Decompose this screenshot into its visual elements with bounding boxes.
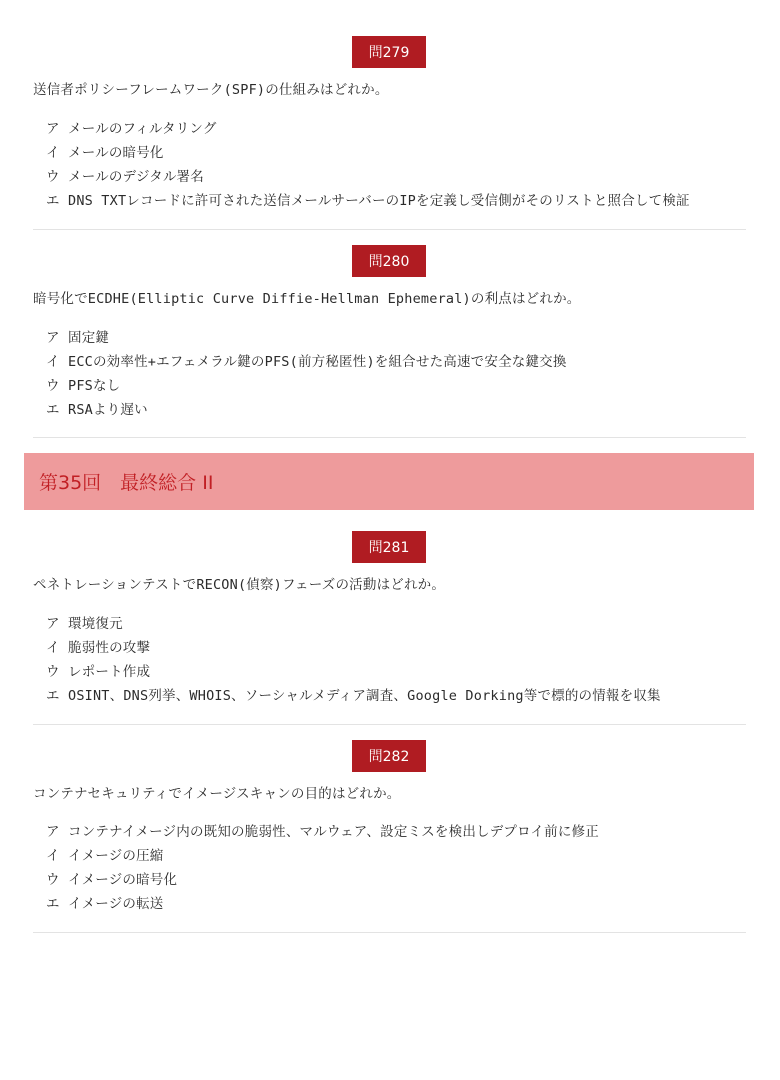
choice-label: イ bbox=[46, 640, 60, 656]
choice-label: エ bbox=[46, 688, 60, 704]
choice-i bbox=[46, 636, 661, 660]
choice-label: エ bbox=[46, 193, 60, 209]
choice-i bbox=[46, 844, 599, 868]
choice-a bbox=[46, 117, 690, 141]
section-title: 第35回 最終総合 II bbox=[39, 472, 214, 494]
choice-list bbox=[46, 820, 599, 916]
divider bbox=[33, 437, 746, 438]
choice-e bbox=[46, 892, 599, 916]
choice-e bbox=[46, 684, 661, 708]
divider bbox=[33, 932, 746, 933]
question-number-badge: 問279 bbox=[352, 36, 426, 68]
choice-text: イメージの暗号化 bbox=[68, 872, 178, 888]
choice-label: ア bbox=[46, 616, 60, 632]
choice-text: レポート作成 bbox=[68, 664, 151, 680]
choice-label: ウ bbox=[46, 169, 60, 185]
choice-u bbox=[46, 868, 599, 892]
section-banner bbox=[24, 453, 754, 510]
choice-text: コンテナイメージ内の既知の脆弱性、マルウェア、設定ミスを検出しデプロイ前に修正 bbox=[68, 824, 599, 840]
choice-text: DNS TXTレコードに許可された送信メールサーバーのIPを定義し受信側がそのリストと照合して検証 bbox=[68, 193, 690, 209]
choice-label: ウ bbox=[46, 664, 60, 680]
choice-label: ア bbox=[46, 330, 60, 346]
choice-list bbox=[46, 326, 567, 422]
choice-label: イ bbox=[46, 145, 60, 161]
question-text: 送信者ポリシーフレームワーク(SPF)の仕組みはどれか。 bbox=[33, 82, 389, 98]
choice-a bbox=[46, 820, 599, 844]
choice-text: RSAより遅い bbox=[68, 402, 148, 418]
choice-label: ア bbox=[46, 824, 60, 840]
choice-text: イメージの転送 bbox=[68, 896, 164, 912]
choice-label: ウ bbox=[46, 378, 60, 394]
choice-text: 環境復元 bbox=[68, 616, 123, 632]
choice-text: メールの暗号化 bbox=[68, 145, 164, 161]
choice-label: イ bbox=[46, 848, 60, 864]
choice-list bbox=[46, 612, 661, 708]
choice-list bbox=[46, 117, 690, 213]
divider bbox=[33, 724, 746, 725]
choice-text: メールのデジタル署名 bbox=[68, 169, 204, 185]
choice-i bbox=[46, 141, 690, 165]
choice-label: エ bbox=[46, 402, 60, 418]
choice-u bbox=[46, 660, 661, 684]
choice-label: イ bbox=[46, 354, 60, 370]
choice-label: エ bbox=[46, 896, 60, 912]
choice-i bbox=[46, 350, 567, 374]
choice-e bbox=[46, 398, 567, 422]
choice-text: 固定鍵 bbox=[68, 330, 110, 346]
choice-label: ア bbox=[46, 121, 60, 137]
choice-u bbox=[46, 374, 567, 398]
question-text: 暗号化でECDHE(Elliptic Curve Diffie-Hellman Ephemeral)の利点はどれか。 bbox=[33, 291, 581, 307]
question-text: ペネトレーションテストでRECON(偵察)フェーズの活動はどれか。 bbox=[33, 577, 446, 593]
choice-text: PFSなし bbox=[68, 378, 121, 394]
choice-label: ウ bbox=[46, 872, 60, 888]
choice-a bbox=[46, 612, 661, 636]
choice-text: メールのフィルタリング bbox=[68, 121, 217, 137]
question-text: コンテナセキュリティでイメージスキャンの目的はどれか。 bbox=[33, 786, 401, 802]
choice-text: ECCの効率性+エフェメラル鍵のPFS(前方秘匿性)を組合せた高速で安全な鍵交換 bbox=[68, 354, 567, 370]
choice-text: 脆弱性の攻撃 bbox=[68, 640, 151, 656]
choice-e bbox=[46, 189, 690, 213]
question-number-badge: 問281 bbox=[352, 531, 426, 563]
divider bbox=[33, 229, 746, 230]
question-number-badge: 問282 bbox=[352, 740, 426, 772]
question-number-badge: 問280 bbox=[352, 245, 426, 277]
choice-a bbox=[46, 326, 567, 350]
choice-u bbox=[46, 165, 690, 189]
choice-text: OSINT、DNS列挙、WHOIS、ソーシャルメディア調査、Google Dorking等で標的の情報を収集 bbox=[68, 688, 661, 704]
choice-text: イメージの圧縮 bbox=[68, 848, 164, 864]
